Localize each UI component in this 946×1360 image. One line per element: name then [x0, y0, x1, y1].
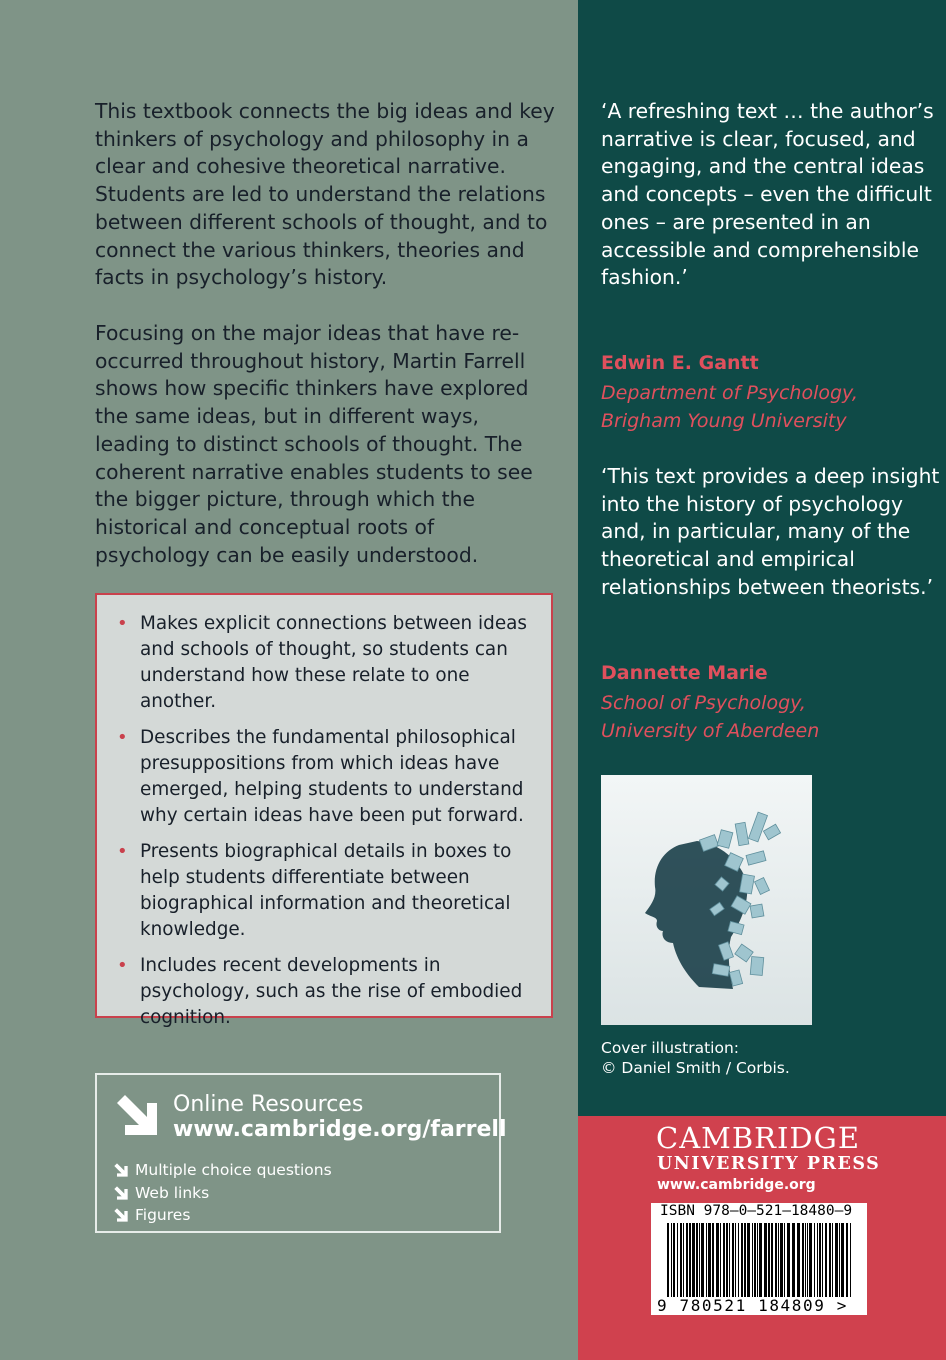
barcode-bar — [677, 1223, 678, 1297]
barcode-bar — [706, 1223, 707, 1297]
barcode-bar — [726, 1223, 728, 1297]
publisher-name: CAMBRIDGE — [656, 1121, 861, 1155]
barcode-bar — [814, 1223, 815, 1297]
features-box — [95, 593, 553, 1028]
resource-item-web-links: Web links — [113, 1182, 332, 1205]
barcode-bar — [759, 1223, 762, 1297]
barcode-bar — [835, 1223, 838, 1297]
arrow-down-right-icon — [113, 1185, 129, 1201]
arrow-down-right-icon — [113, 1091, 161, 1139]
barcode-bar — [692, 1223, 695, 1297]
blurb-paragraph-2: Focusing on the major ideas that have re-occurred throughout history, Martin Farrell shows how specific thinkers have explored the same ideas, but in different ways, leading to distinct schools of thought. The coherent narrative enables students to see the bigger picture, through which the historical and conceptual roots of psychology can be easily understood. — [95, 321, 533, 567]
barcode-bar — [832, 1223, 833, 1297]
reviewer-name-2: Dannette Marie — [601, 662, 768, 684]
reviewer-affiliation-1: Department of Psychology, Brigham Young University — [601, 382, 858, 432]
barcode-bar — [720, 1223, 721, 1297]
barcode-digits: 9 780521 184809 > — [657, 1296, 848, 1315]
feature-item: • Makes explicit connections between ideas and schools of thought, so students can understand how these relate to one another. — [117, 613, 527, 712]
barcode-bar — [792, 1223, 795, 1297]
barcode-bar — [712, 1223, 714, 1297]
barcode-bar — [805, 1223, 806, 1297]
online-resources-url[interactable]: www.cambridge.org/farrell — [173, 1117, 507, 1142]
barcode-bar — [787, 1223, 790, 1297]
review-quote-2: ‘This text provides a deep insight into the history of psychology and, in particular, many of the theoretical and empirical relationships between theorists.’ — [601, 464, 940, 599]
barcode-bar — [775, 1223, 777, 1297]
barcode-bar — [768, 1223, 770, 1297]
barcode-bar — [716, 1223, 719, 1297]
resource-item-multiple-choice: Multiple choice questions — [113, 1159, 332, 1182]
isbn-barcode — [651, 1203, 867, 1315]
barcode-bar — [735, 1223, 736, 1297]
barcode-bar — [732, 1223, 734, 1297]
bullet-icon: • — [117, 841, 128, 862]
barcode-bar — [754, 1223, 756, 1297]
barcode-bar — [819, 1223, 821, 1297]
barcode-bar — [764, 1223, 767, 1297]
barcode-bar — [817, 1223, 818, 1297]
barcode-bar — [673, 1223, 675, 1297]
barcode-bar — [778, 1223, 779, 1297]
barcode-bar — [809, 1223, 812, 1297]
barcode-bar — [771, 1223, 773, 1297]
barcode-bar — [797, 1223, 800, 1297]
barcode-bars — [657, 1223, 861, 1297]
online-resources-list — [113, 1159, 332, 1227]
cover-credit: Cover illustration: © Daniel Smith / Corbis. — [601, 1039, 790, 1077]
isbn-label: ISBN 978–0–521–18480–9 — [660, 1203, 853, 1219]
barcode-bar — [841, 1223, 844, 1297]
barcode-bar — [729, 1223, 730, 1297]
barcode-bar — [686, 1223, 688, 1297]
online-resources-title: Online Resources — [173, 1092, 364, 1117]
reviewer-name-1: Edwin E. Gantt — [601, 352, 759, 374]
barcode-bar — [822, 1223, 823, 1297]
barcode-bar — [846, 1223, 848, 1297]
online-resources-box — [95, 1073, 507, 1233]
resource-item-figures: Figures — [113, 1204, 332, 1227]
barcode-bar — [780, 1223, 783, 1297]
barcode-bar — [689, 1223, 691, 1297]
barcode-bar — [708, 1223, 711, 1297]
publisher-url[interactable]: www.cambridge.org — [657, 1177, 816, 1193]
arrow-down-right-icon — [113, 1162, 129, 1178]
feature-item: • Describes the fundamental philosophical presuppositions from which ideas have emerged, helping students to understand why certain ideas have been put forward. — [117, 727, 524, 826]
cover-illustration — [601, 775, 812, 1025]
publisher-subtitle: UNIVERSITY PRESS — [657, 1154, 881, 1174]
barcode-bar — [747, 1223, 750, 1297]
barcode-bar — [699, 1223, 700, 1297]
feature-item: • Includes recent developments in psychology, such as the rise of embodied cognition. — [117, 955, 523, 1028]
features-list — [117, 611, 539, 1031]
barcode-bar — [829, 1223, 831, 1297]
barcode-bar — [752, 1223, 753, 1297]
barcode-bar — [680, 1223, 682, 1297]
barcode-bar — [701, 1223, 704, 1297]
barcode-bar — [738, 1223, 739, 1297]
barcode-bar — [667, 1223, 669, 1297]
review-quote-1: ‘A refreshing text … the author’s narrative is clear, focused, and engaging, and the central ideas and concepts – even the difficult ones – are presented in an accessible and comprehensible fashion.’ — [601, 99, 934, 290]
arrow-down-right-icon — [113, 1207, 129, 1223]
barcode-bar — [744, 1223, 746, 1297]
head-blocks-illustration — [601, 775, 812, 1025]
blurb-paragraph-1: This textbook connects the big ideas and key thinkers of psychology and philosophy in a clear and cohesive theoretical narrative. Students are led to understand the relations between different schools of thought, and to connect the various thinkers, theories and facts in psychology’s history. — [95, 99, 555, 290]
bullet-icon: • — [117, 727, 128, 748]
barcode-bar — [696, 1223, 698, 1297]
bullet-icon: • — [117, 955, 128, 976]
barcode-bar — [802, 1223, 804, 1297]
reviewer-affiliation-2: School of Psychology, University of Aberdeen — [601, 692, 820, 742]
barcode-bar — [671, 1223, 672, 1297]
bullet-icon: • — [117, 613, 128, 634]
barcode-bar — [807, 1223, 808, 1297]
barcode-bar — [757, 1223, 758, 1297]
barcode-bar — [839, 1223, 840, 1297]
barcode-bar — [723, 1223, 725, 1297]
feature-item: • Presents biographical details in boxes to help students differentiate between biographical information and theoretical knowledge. — [117, 841, 512, 940]
barcode-bar — [784, 1223, 785, 1297]
barcode-bar — [741, 1223, 743, 1297]
barcode-bar — [683, 1223, 684, 1297]
barcode-bar — [825, 1223, 827, 1297]
barcode-bar — [850, 1223, 851, 1297]
